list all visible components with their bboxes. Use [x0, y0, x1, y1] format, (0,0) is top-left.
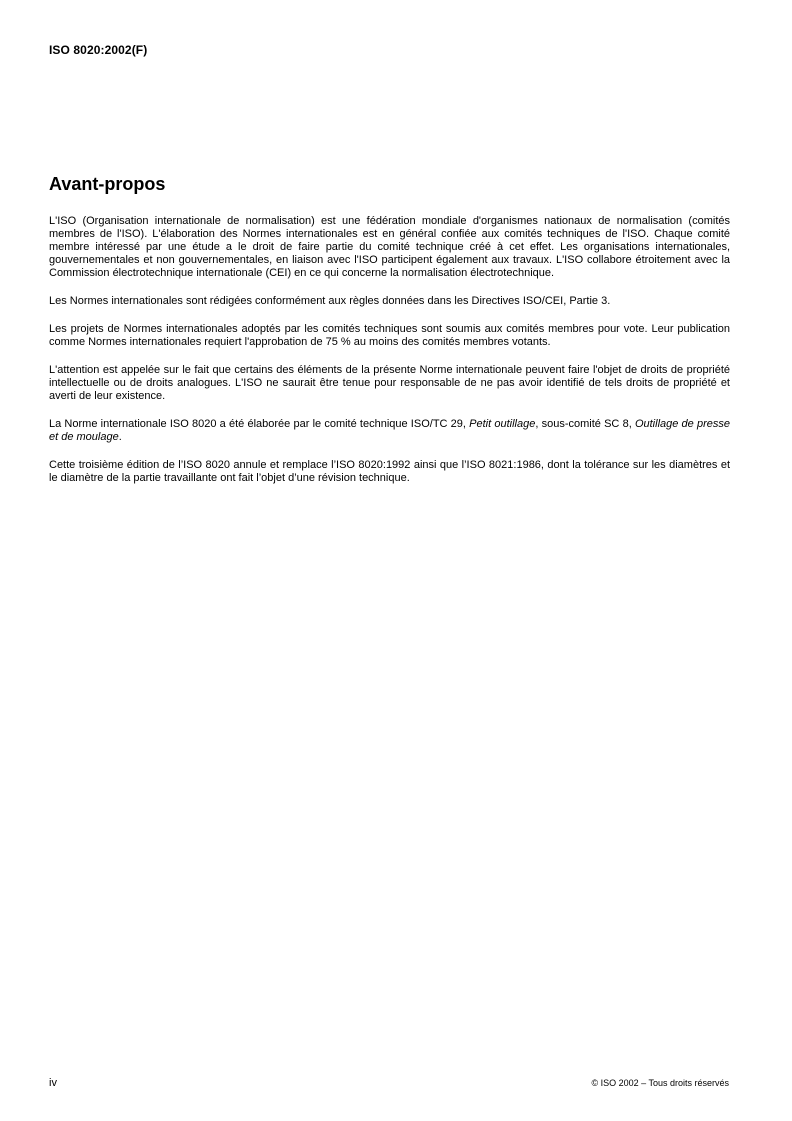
paragraph-directives: Les Normes internationales sont rédigées conformément aux règles données dans les Directives ISO/CEI, Partie 3. [49, 295, 611, 307]
committee-text-2: , sous-comité SC 8, [535, 418, 635, 430]
paragraph-voting: Les projets de Normes internationales adoptés par les comités techniques sont soumis aux comités membres pour vote. Leur publication comme Normes internationales requiert l'approbation de 75 % au moins des comités membres votants. [49, 323, 730, 348]
section-title: Avant-propos [49, 174, 166, 194]
paragraph-patent-rights: L'attention est appelée sur le fait que certains des éléments de la présente Norme internationale peuvent faire l'objet de droits de propriété intellectuelle ou de droits analogues. L'ISO ne saurait être tenue pour responsable de ne pas avoir identifié de tels droits de propriété et averti de leur existence. [49, 364, 730, 402]
foreword-body [49, 215, 730, 500]
document-id-header: ISO 8020:2002(F) [49, 43, 148, 57]
paragraph-edition: Cette troisième édition de l’ISO 8020 annule et remplace l’ISO 8020:1992 ainsi que l’ISO 8021:1986, dont la tolérance sur les diamètres et le diamètre de la partie travaillante ont fait l’objet d’une révision technique. [49, 459, 730, 484]
subcommittee-name: Outillage de presse et de moulage [49, 418, 731, 443]
copyright-notice: © ISO 2002 – Tous droits réservés [591, 1078, 729, 1088]
committee-text-1: La Norme internationale ISO 8020 a été élaborée par le comité technique ISO/TC 29, [49, 418, 470, 430]
paragraph-committee [49, 418, 730, 444]
paragraph-iso-organisation: L'ISO (Organisation internationale de normalisation) est une fédération mondiale d'organismes nationaux de normalisation (comités membres de l'ISO). L'élaboration des Normes internationales est en général confiée aux comités techniques de l'ISO. Chaque comité membre intéressé par une étude a le droit de faire partie du comité technique créé à cet effet. Les organisations internationales, gouvernementales et non gouvernementales, en liaison avec l'ISO participent également aux travaux. L'ISO collabore étroitement avec la Commission électrotechnique internationale (CEI) en ce qui concerne la normalisation électrotechnique. [49, 215, 730, 279]
committee-text-3: . [118, 431, 122, 443]
page-number: iv [49, 1077, 57, 1089]
committee-name: Petit outillage [469, 418, 536, 430]
